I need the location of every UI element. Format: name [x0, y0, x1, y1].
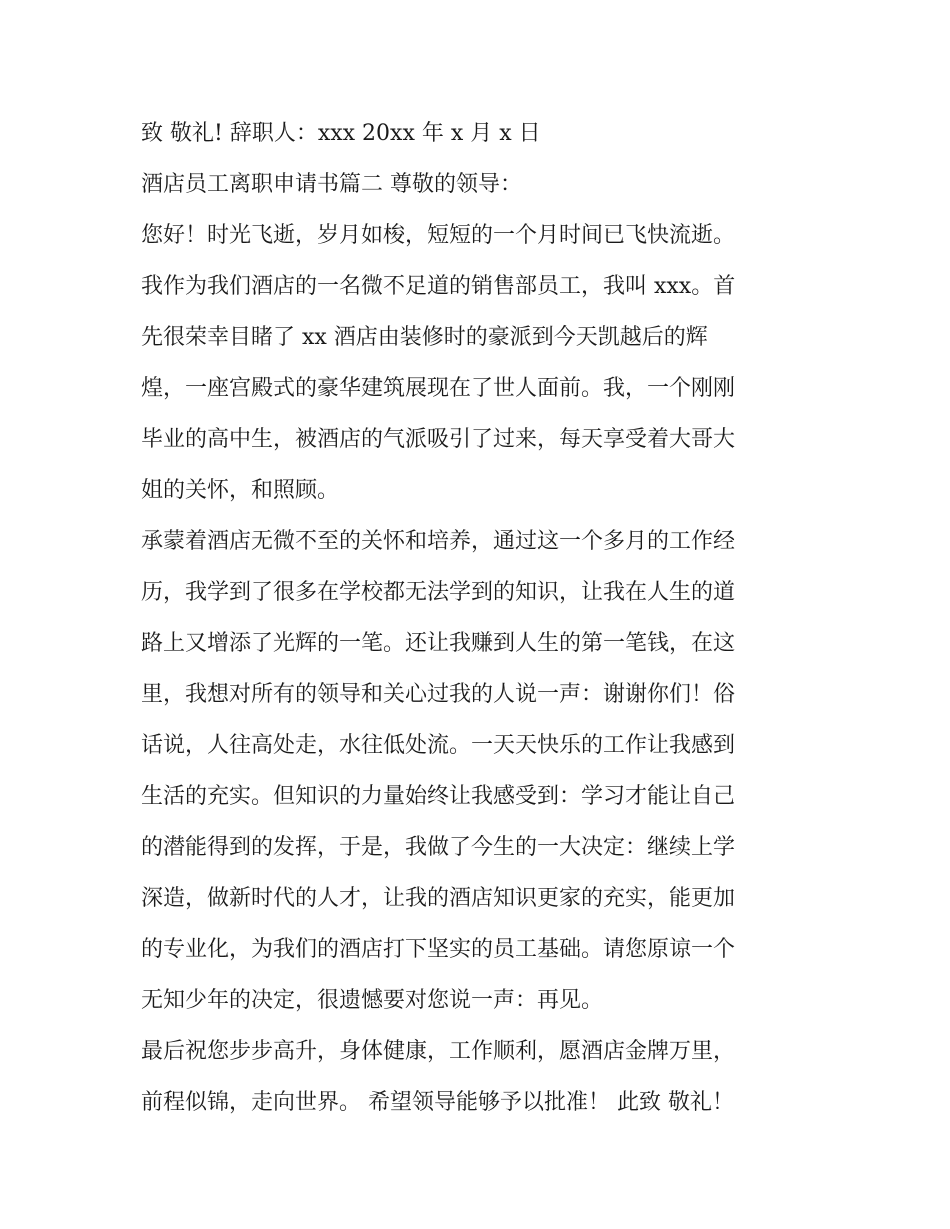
- text-line: 煌，一座宫殿式的豪华建筑展现在了世人面前。我，一个刚刚: [141, 376, 736, 401]
- text-line: 我作为我们酒店的一名微不足道的销售部员工，我叫 xxx。首: [141, 274, 736, 299]
- text-line: 毕业的高中生，被酒店的气派吸引了过来，每天享受着大哥大: [141, 427, 736, 452]
- text-line: 的潜能得到的发挥，于是，我做了今生的一大决定：继续上学: [141, 835, 736, 860]
- text-line: 姐的关怀，和照顾。: [141, 478, 340, 503]
- text-line: 话说，人往高处走，水往低处流。一天天快乐的工作让我感到: [141, 733, 736, 758]
- text-line: 里，我想对所有的领导和关心过我的人说一声：谢谢你们！俗: [141, 682, 736, 707]
- text-line: 生活的充实。但知识的力量始终让我感受到：学习才能让自己: [141, 784, 736, 809]
- document-body: [141, 108, 821, 1128]
- text-line: 深造，做新时代的人才，让我的酒店知识更家的充实，能更加: [141, 886, 736, 911]
- text-line: 的专业化，为我们的酒店打下坚实的员工基础。请您原谅一个: [141, 937, 736, 962]
- text-line: 您好！时光飞逝，岁月如梭，短短的一个月时间已飞快流逝。: [141, 223, 736, 248]
- text-line: 无知少年的决定，很遗憾要对您说一声：再见。: [141, 988, 604, 1013]
- text-line: 先很荣幸目睹了 xx 酒店由装修时的豪派到今天凯越后的辉: [141, 325, 708, 350]
- text-line: 前程似锦，走向世界。 希望领导能够予以批准！ 此致 敬礼！: [141, 1090, 734, 1115]
- text-line: 路上又增添了光辉的一笔。还让我赚到人生的第一笔钱，在这: [141, 631, 736, 656]
- text-line: 历，我学到了很多在学校都无法学到的知识，让我在人生的道: [141, 580, 736, 605]
- text-line: 最后祝您步步高升，身体健康，工作顺利，愿酒店金牌万里，: [141, 1039, 736, 1064]
- closing-signature-line: 致 敬礼! 辞职人：xxx 20xx 年 x 月 x 日: [141, 121, 541, 146]
- section-heading-line: 酒店员工离职申请书篇二 尊敬的领导：: [141, 172, 522, 197]
- text-line: 承蒙着酒店无微不至的关怀和培养，通过这一个多月的工作经: [141, 529, 736, 554]
